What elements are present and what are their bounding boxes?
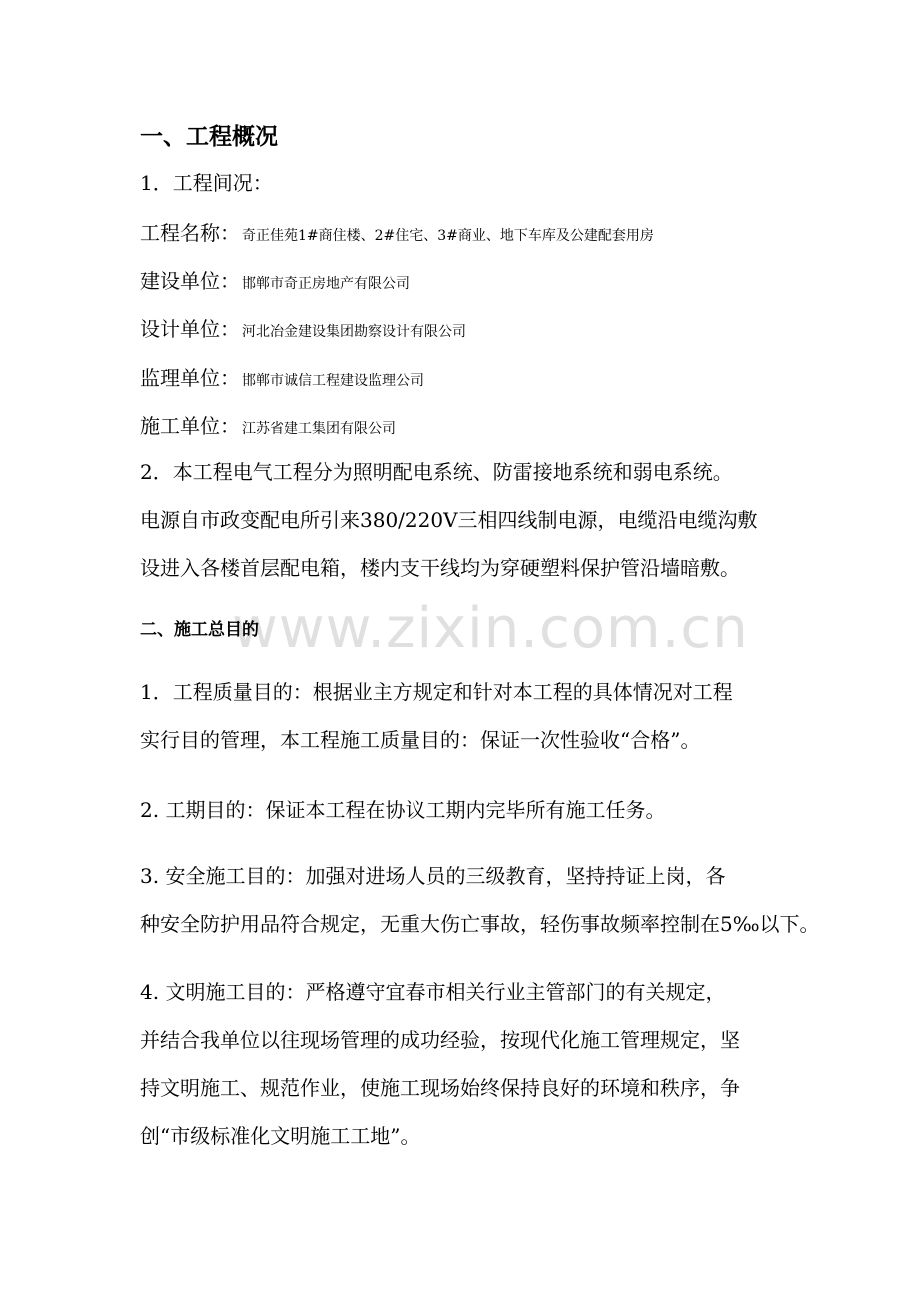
paragraph-line: 2．本工程电气工程分为照明配电系统、防雷接地系统和弱电系统。 [140,460,733,484]
goal-safety-paragraph [140,852,820,948]
field-value: 邯郸市诚信工程建设监理公司 [242,373,424,389]
field-contractor [140,409,396,446]
watermark-text: www.zixin.com.cn [232,596,749,661]
field-value: 奇正佳苑1#商住楼、2#住宅、3#商业、地下车库及公建配套用房 [242,228,654,244]
field-value: 江苏省建工集团有限公司 [242,421,396,437]
field-label: 监理单位： [140,366,240,390]
goal-civilized-paragraph [140,968,800,1160]
field-supervisor [140,361,424,398]
paragraph-line: 4. 文明施工目的：严格遵守宜春市相关行业主管部门的有关规定， [140,980,726,1004]
section1-heading: 一、工程概况 [140,124,278,150]
section2-heading: 二、施工总目的 [140,620,259,640]
goal-schedule-paragraph [140,786,800,834]
field-label: 设计单位： [140,317,240,341]
paragraph-line: 种安全防护用品符合规定，无重大伤亡事故，轻伤事故频率控制在5‰以下。 [140,912,820,936]
paragraph-line: 创“市级标准化文明施工工地”。 [140,1124,421,1148]
field-builder [140,264,410,301]
paragraph-line: 并结合我单位以往现场管理的成功经验，按现代化施工管理规定，坚 [140,1028,740,1052]
field-label: 工程名称： [140,221,240,245]
field-label: 施工单位： [140,414,240,438]
field-value: 河北冶金建设集团勘察设计有限公司 [242,324,466,340]
paragraph-line: 实行目的管理，本工程施工质量目的：保证一次性验收“合格”。 [140,728,701,752]
paragraph-line: 1．工程质量目的：根据业主方规定和针对本工程的具体情况对工程 [140,680,733,704]
field-value: 邯郸市奇正房地产有限公司 [242,276,410,292]
field-project-name [140,216,654,253]
paragraph-line: 电源自市政变配电所引来380/220V三相四线制电源，电缆沿电缆沟敷 [140,508,758,532]
section1-sub1: 1．工程间况： [140,171,273,195]
section1-sub2-paragraph [140,448,800,592]
goal-quality-paragraph [140,668,800,764]
field-designer [140,312,466,349]
paragraph-line: 3. 安全施工目的：加强对进场人员的三级教育，坚持持证上岗，各 [140,864,726,888]
field-label: 建设单位： [140,269,240,293]
paragraph-line: 设进入各楼首层配电箱，楼内支干线均为穿硬塑料保护管沿墙暗敷。 [140,556,740,580]
paragraph-line: 持文明施工、规范作业，使施工现场始终保持良好的环境和秩序，争 [140,1076,740,1100]
paragraph-line: 2. 工期目的：保证本工程在协议工期内完毕所有施工任务。 [140,798,666,822]
